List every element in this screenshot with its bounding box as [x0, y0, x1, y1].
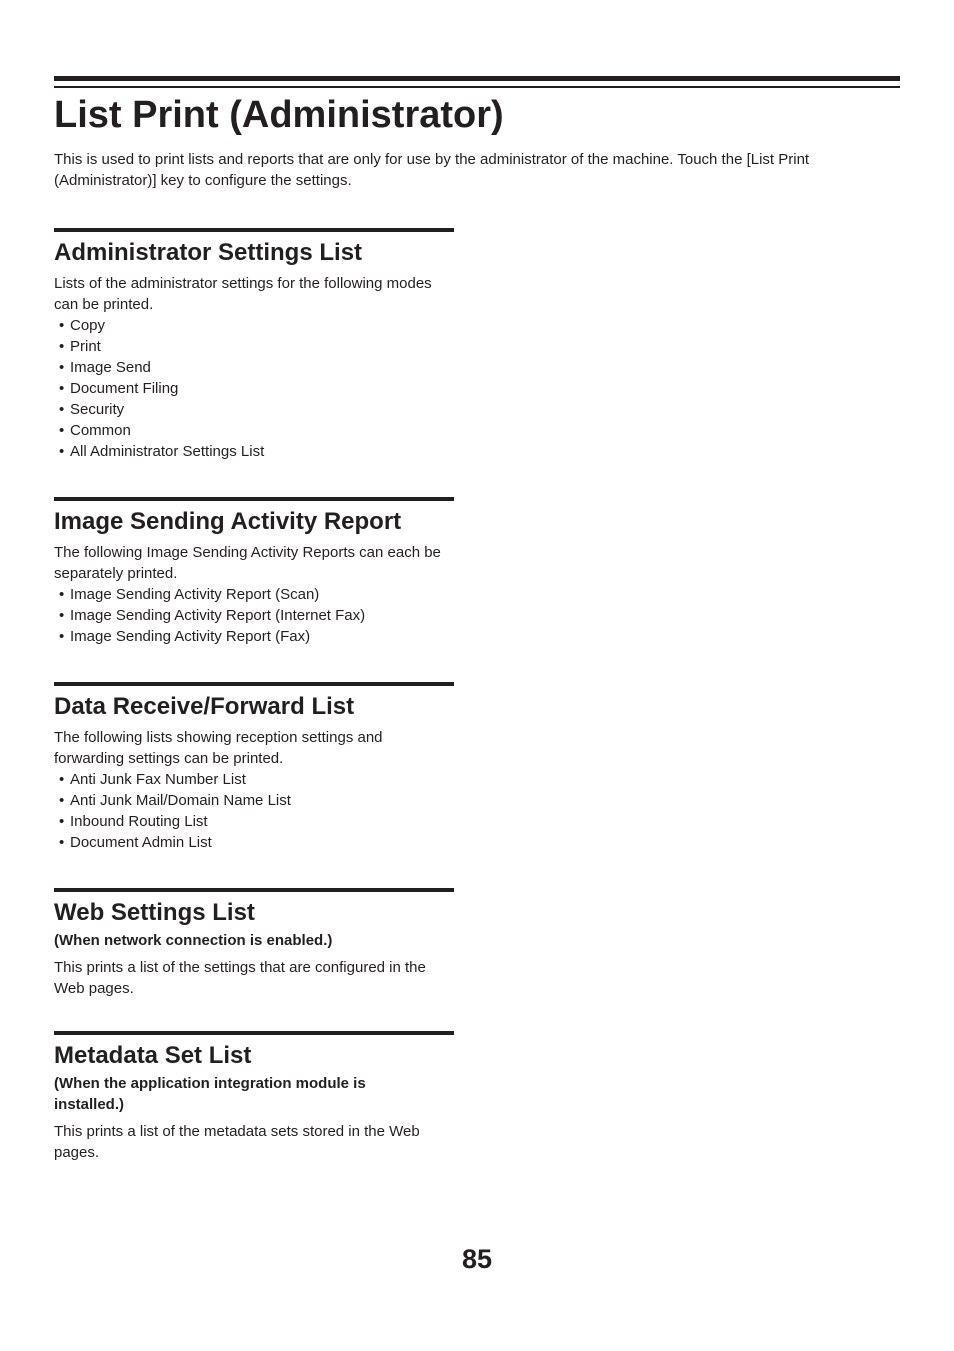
bullet-icon: • — [59, 586, 65, 603]
bullet-list — [54, 315, 454, 462]
section-body: The following Image Sending Activity Reports can each be separately printed. — [54, 544, 441, 582]
list-item: • Image Sending Activity Report (Fax) — [59, 628, 311, 645]
list-item: • All Administrator Settings List — [59, 443, 265, 460]
title-rule-top — [54, 76, 900, 81]
list-item: • Inbound Routing List — [59, 813, 208, 830]
section-heading: Web Settings List — [54, 899, 255, 926]
section-heading: Image Sending Activity Report — [54, 508, 402, 535]
section-body: This prints a list of the settings that are configured in the Web pages. — [54, 959, 426, 997]
bullet-icon: • — [59, 380, 65, 397]
list-item: • Document Admin List — [59, 834, 212, 851]
list-item: • Print — [59, 338, 101, 355]
list-item: • Security — [59, 401, 125, 418]
bullet-icon: • — [59, 771, 65, 788]
bullet-list — [54, 769, 454, 853]
section-body: Lists of the administrator settings for the following modes can be printed. — [54, 275, 432, 313]
title-rule-bottom — [54, 86, 900, 88]
section-data-receive-forward-list — [54, 682, 454, 853]
list-item: • Anti Junk Fax Number List — [59, 771, 246, 788]
section-administrator-settings-list — [54, 228, 454, 462]
bullet-icon: • — [59, 338, 65, 355]
list-item: • Anti Junk Mail/Domain Name List — [59, 792, 291, 809]
section-rule — [54, 888, 454, 892]
list-item: • Copy — [59, 317, 106, 334]
section-web-settings-list — [54, 888, 454, 999]
list-item: • Image Sending Activity Report (Scan) — [59, 586, 320, 603]
list-item: • Common — [59, 422, 131, 439]
bullet-icon: • — [59, 422, 65, 439]
section-body: This prints a list of the metadata sets stored in the Web pages. — [54, 1123, 420, 1161]
intro-paragraph: This is used to print lists and reports that are only for use by the administrator of the machine. Touch the [List Print (Administrator)] key to configure the settings. — [54, 151, 810, 189]
bullet-icon: • — [59, 443, 65, 460]
section-rule — [54, 1031, 454, 1035]
page-number: 85 — [461, 1244, 493, 1274]
section-rule — [54, 228, 454, 232]
bullet-icon: • — [59, 792, 65, 809]
bullet-list — [54, 584, 454, 647]
bullet-icon: • — [59, 813, 65, 830]
section-image-sending-activity-report — [54, 497, 454, 647]
section-rule — [54, 682, 454, 686]
bullet-icon: • — [59, 628, 65, 645]
bullet-icon: • — [59, 401, 65, 418]
list-item: • Image Sending Activity Report (Internet Fax) — [59, 607, 366, 624]
bullet-icon: • — [59, 834, 65, 851]
section-heading: Administrator Settings List — [54, 239, 363, 266]
section-metadata-set-list — [54, 1031, 454, 1163]
list-item: • Document Filing — [59, 380, 179, 397]
list-item: • Image Send — [59, 359, 151, 376]
section-heading: Data Receive/Forward List — [54, 693, 355, 720]
page-title: List Print (Administrator) — [54, 94, 504, 136]
section-condition-note: (When network connection is enabled.) — [54, 932, 333, 949]
bullet-icon: • — [59, 359, 65, 376]
section-condition-note: (When the application integration module is installed.) — [54, 1075, 366, 1113]
section-heading: Metadata Set List — [54, 1042, 252, 1069]
bullet-icon: • — [59, 607, 65, 624]
bullet-icon: • — [59, 317, 65, 334]
section-body: The following lists showing reception settings and forwarding settings can be printed. — [54, 729, 383, 767]
section-rule — [54, 497, 454, 501]
